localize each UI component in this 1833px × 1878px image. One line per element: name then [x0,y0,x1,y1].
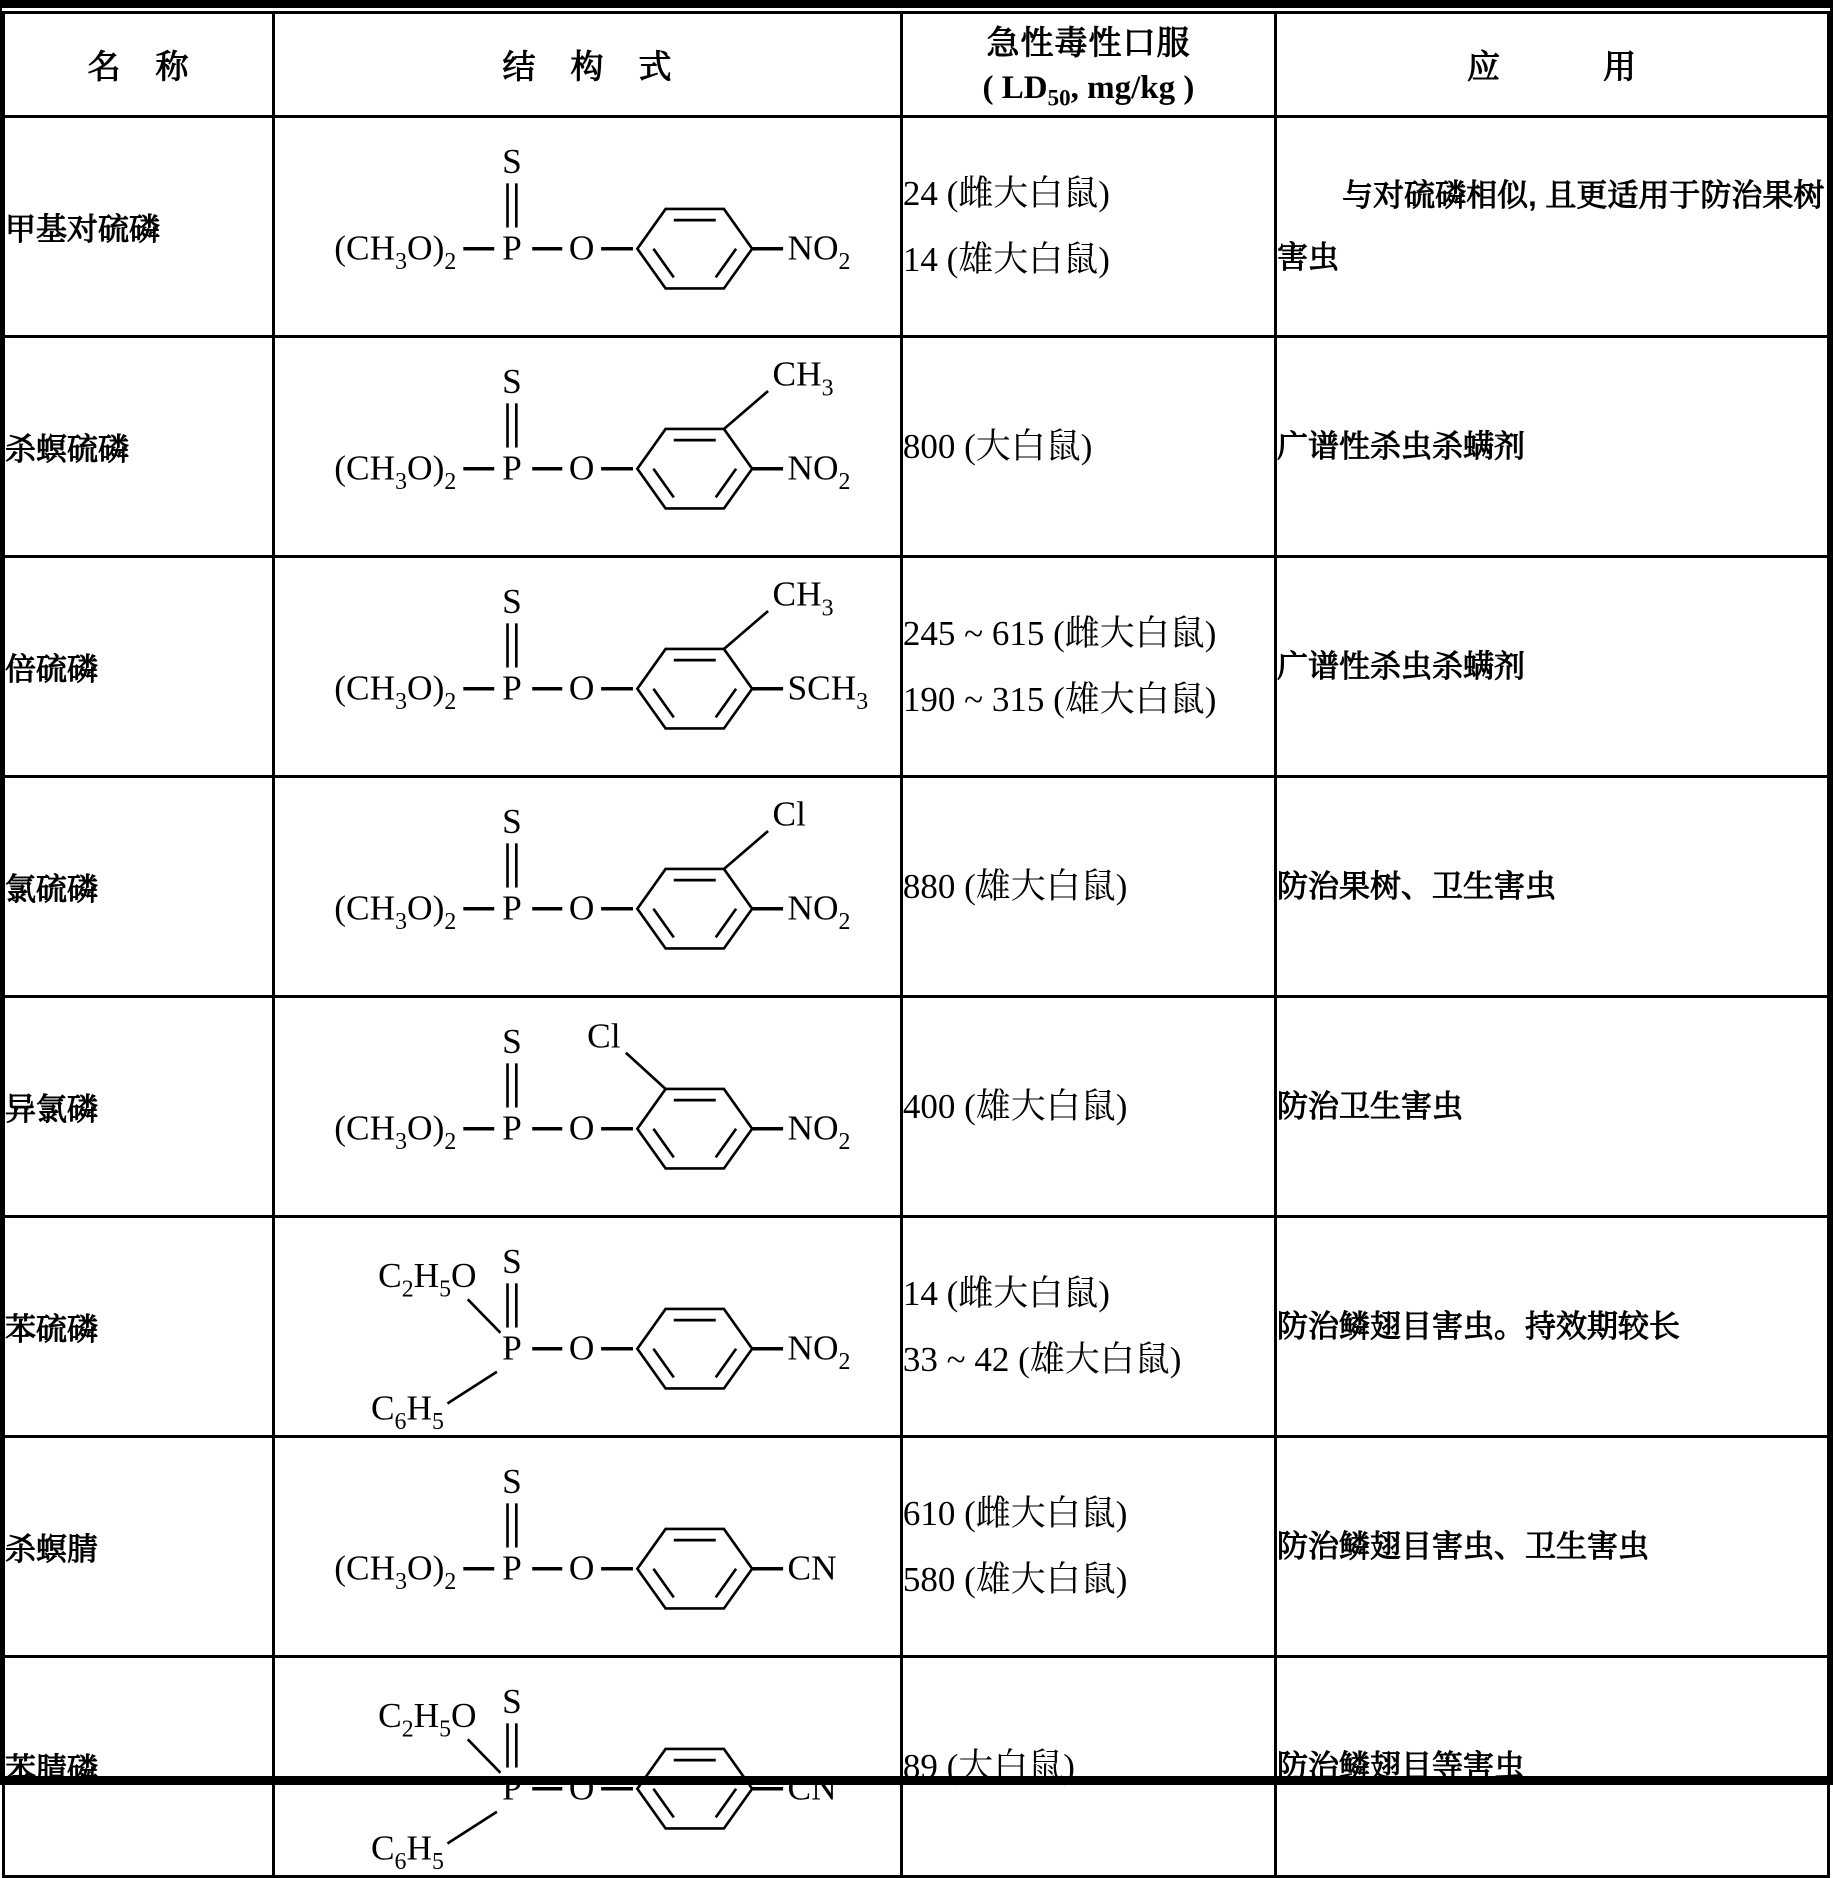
toxicity-value: 33 ~ 42 (雄大白鼠) [902,1339,1182,1379]
bond-line [716,469,736,498]
pesticide-name-cell: 异氯磷 [4,997,274,1217]
sulfur-label: S [502,1461,523,1501]
bond-line [468,1739,501,1773]
table-row [4,557,1829,777]
bond-line [654,1569,674,1598]
phosphorus-label: P [502,1328,523,1368]
application-cell: 防治果树、卫生害虫 [1276,777,1829,997]
bond-line [626,1053,666,1089]
structure-cell [274,1217,902,1437]
para-substituent-label: $SCH_3$ [788,668,869,716]
header-row [4,13,1829,117]
structure-cell [274,557,902,777]
sulfur-label: S [502,1021,523,1061]
bond-line [716,249,736,278]
table-row [4,1657,1829,1877]
phosphorus-label: P [502,448,523,488]
pesticide-name-cell: 甲基对硫磷 [4,117,274,337]
bond-line [716,1789,736,1818]
methoxy-group-label: $(CH_3O)_2$ [334,1548,457,1596]
table-row [4,337,1829,557]
sulfur-label: S [502,801,523,841]
pesticide-name-cell: 倍硫磷 [4,557,274,777]
oxygen-label: O [569,448,595,488]
pesticide-name-cell: 杀螟腈 [4,1437,274,1657]
oxygen-label: O [569,228,595,268]
bond-line [654,249,674,278]
column-header-application: 应 用 [1276,13,1829,117]
bond-line [448,1372,497,1404]
structure-cell [274,1437,902,1657]
toxicity-value: 610 (雌大白鼠) [902,1493,1128,1533]
structure-cell [274,117,902,337]
ethoxy-group-label: $C_2H_5O$ [378,1695,478,1743]
pesticide-name-cell: 苯硫磷 [4,1217,274,1437]
para-substituent-label: $NO_2$ [788,888,851,936]
pesticide-name-cell: 苯腈磷 [4,1657,274,1877]
toxicity-value: 14 (雄大白鼠) [902,239,1110,279]
pesticide-name-cell: 杀螟硫磷 [4,337,274,557]
toxicity-cell [901,557,1275,777]
table-row [4,117,1829,337]
ortho-substituent-label: Cl [587,1016,622,1056]
chemical-structure-drawing [287,1658,887,1870]
toxicity-cell [901,1657,1275,1877]
methoxy-group-label: $(CH_3O)_2$ [334,1108,457,1156]
phosphorus-label: P [502,1108,523,1148]
methoxy-group-label: $(CH_3O)_2$ [334,228,457,276]
toxicity-cell [901,1217,1275,1437]
oxygen-label: O [569,888,595,928]
pesticide-name-cell: 氯硫磷 [4,777,274,997]
table-body [4,117,1829,1877]
oxygen-label: O [569,1108,595,1148]
table-header [4,13,1829,117]
phosphorus-label: P [502,1548,523,1588]
bond-line [654,1129,674,1158]
chemical-structure-drawing [287,1218,887,1430]
structure-cell [274,997,902,1217]
bond-line [654,689,674,718]
bond-line [724,611,768,649]
methoxy-group-label: $(CH_3O)_2$ [334,448,457,496]
sulfur-label: S [502,1241,523,1281]
toxicity-cell [901,1437,1275,1657]
toxicity-value: 89 (大白鼠) [902,1746,1075,1786]
oxygen-label: O [569,1548,595,1588]
application-cell: 防治鳞翅目等害虫 [1276,1657,1829,1877]
pesticide-table [2,11,1830,1878]
toxicity-cell [901,997,1275,1217]
table-row [4,1217,1829,1437]
toxicity-value: 880 (雄大白鼠) [902,866,1128,906]
bond-line [654,909,674,938]
phenyl-group-label: $C_6H_5$ [371,1388,445,1430]
phenyl-group-label: $C_6H_5$ [371,1828,445,1870]
bond-line [448,1812,497,1844]
structure-cell [274,337,902,557]
bond-line [468,1299,501,1333]
bond-line [716,689,736,718]
sulfur-label: S [502,581,523,621]
para-substituent-label: $NO_2$ [788,228,851,276]
bond-line [716,1569,736,1598]
toxicity-value: 400 (雄大白鼠) [902,1086,1128,1126]
toxicity-value: 580 (雄大白鼠) [902,1559,1128,1599]
bond-line [654,469,674,498]
phosphorus-label: P [502,228,523,268]
table-row [4,777,1829,997]
table-row [4,1437,1829,1657]
application-cell: 防治鳞翅目害虫、卫生害虫 [1276,1437,1829,1657]
application-cell: 广谱性杀虫杀螨剂 [1276,337,1829,557]
oxygen-label: O [569,668,595,708]
bond-line [716,1349,736,1378]
application-cell: 广谱性杀虫杀螨剂 [1276,557,1829,777]
bond-line [716,1129,736,1158]
ortho-substituent-label: Cl [772,794,807,834]
ortho-substituent-label: $CH_3$ [772,574,834,622]
oxygen-label: O [569,1768,595,1808]
column-header-structure: 结 构 式 [274,13,902,117]
methoxy-group-label: $(CH_3O)_2$ [334,888,457,936]
bond-line [654,1789,674,1818]
column-header-toxicity [901,13,1275,117]
chemical-structure-drawing [287,1438,887,1650]
toxicity-value: 24 (雌大白鼠) [902,173,1110,213]
sulfur-label: S [502,1681,523,1721]
application-cell: 与对硫磷相似, 且更适用于防治果树害虫 [1276,117,1829,337]
phosphorus-label: P [502,1768,523,1808]
ortho-substituent-label: $CH_3$ [772,354,834,402]
phosphorus-label: P [502,668,523,708]
application-cell: 防治卫生害虫 [1276,997,1829,1217]
toxicity-value: 800 (大白鼠) [902,426,1093,466]
ethoxy-group-label: $C_2H_5O$ [378,1255,478,1303]
toxicity-header-line1: 急性毒性口服 [986,24,1191,62]
para-substituent-label: $NO_2$ [788,1328,851,1376]
application-cell: 防治鳞翅目害虫。持效期较长 [1276,1217,1829,1437]
oxygen-label: O [569,1328,595,1368]
bond-line [724,391,768,429]
para-substituent-label: CN [788,1768,838,1808]
bond-line [716,909,736,938]
column-header-name: 名 称 [4,13,274,117]
sulfur-label: S [502,141,523,181]
toxicity-value: 190 ~ 315 (雄大白鼠) [902,679,1217,719]
structure-cell [274,777,902,997]
chemical-structure-drawing [287,558,887,770]
toxicity-cell [901,117,1275,337]
toxicity-value: 14 (雌大白鼠) [902,1273,1110,1313]
sulfur-label: S [502,361,523,401]
toxicity-cell [901,777,1275,997]
toxicity-header-line2: ( $LD_{50}$, mg/kg ) [982,70,1195,111]
toxicity-value: 245 ~ 615 (雌大白鼠) [902,613,1217,653]
methoxy-group-label: $(CH_3O)_2$ [334,668,457,716]
para-substituent-label: CN [788,1548,838,1588]
table-row [4,997,1829,1217]
chemical-structure-drawing [287,778,887,990]
bond-line [724,831,768,869]
chemical-structure-drawing [287,998,887,1210]
phosphorus-label: P [502,888,523,928]
para-substituent-label: $NO_2$ [788,448,851,496]
bond-line [654,1349,674,1378]
structure-cell [274,1657,902,1877]
chemical-structure-drawing [287,118,887,330]
toxicity-cell [901,337,1275,557]
para-substituent-label: $NO_2$ [788,1108,851,1156]
chemical-structure-drawing [287,338,887,550]
